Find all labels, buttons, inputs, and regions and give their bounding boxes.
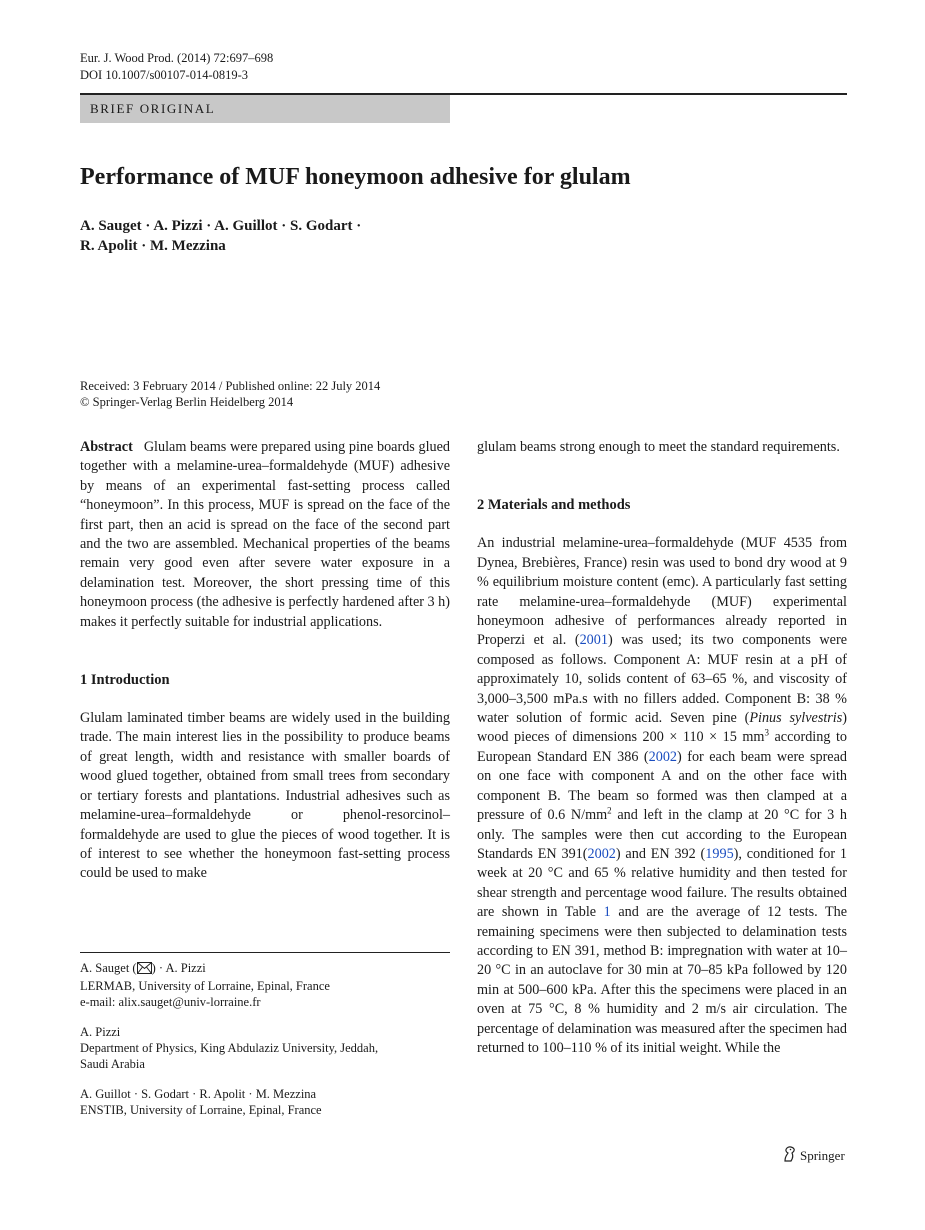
affiliation-2: A. Pizzi Department of Physics, King Abdulaziz University, Jeddah, Saudi Arabia [80, 1025, 379, 1071]
section-label: BRIEF ORIGINAL [90, 101, 216, 116]
abstract-label: Abstract [80, 439, 133, 455]
section-band [80, 95, 450, 123]
author-email[interactable]: e-mail: alix.sauget@univ-lorraine.fr [80, 995, 261, 1009]
journal-header [80, 50, 273, 84]
section-heading-methods: 2 Materials and methods [477, 497, 631, 514]
citation-link-properzi[interactable]: 2001 [579, 632, 608, 649]
intro-continuation: glulam beams strong enough to meet the standard requirements. [477, 439, 840, 455]
citation-link-en386[interactable]: 2002 [648, 748, 678, 765]
citation-link-en391[interactable]: 2002 [587, 845, 616, 862]
publication-dates [80, 378, 380, 410]
authors-line-2: R. Apolit · M. Mezzina [80, 238, 226, 254]
species-name: Pinus sylvestris [749, 710, 843, 727]
authors-line-1: A. Sauget · A. Pizzi · A. Guillot · S. Godart · [80, 218, 362, 234]
author-affiliations [80, 960, 460, 1132]
affiliation-1: A. Sauget ( ) · A. Pizzi LERMAB, University of Lorraine, Epinal, France e-mail: alix.sauget@univ-lorraine.fr [80, 961, 330, 1009]
journal-citation: Eur. J. Wood Prod. (2014) 72:697–698 [80, 51, 274, 65]
footnote-rule [80, 952, 450, 953]
affiliation-3: A. Guillot · S. Godart · R. Apolit · M. Mezzina ENSTIB, University of Lorraine, Epinal, France [80, 1087, 322, 1117]
received-date: Received: 3 February 2014 / Published online: 22 July 2014 [80, 379, 381, 393]
springer-horse-icon [782, 1146, 796, 1166]
right-column [477, 438, 847, 1058]
table-1-link[interactable]: 1 [603, 904, 611, 921]
author-list [80, 216, 361, 256]
citation-link-en392[interactable]: 1995 [705, 845, 734, 862]
abstract [80, 438, 450, 632]
copyright: © Springer-Verlag Berlin Heidelberg 2014 [80, 395, 294, 409]
left-column [80, 438, 450, 884]
envelope-icon [137, 962, 152, 978]
doi: DOI 10.1007/s00107-014-0819-3 [80, 68, 249, 82]
publisher-name: Springer [800, 1148, 845, 1163]
article-title: Performance of MUF honeymoon adhesive for glulam [80, 164, 631, 190]
introduction-text: Glulam laminated timber beams are widely used in the building trade. The main interest lies in the possibility to produce beams of great length, width and resistance with smaller boards of wood glued together, obtained from small trees from secondary or tertiary forests and plantations. Industrial adhesives such as melamine-urea–formaldehyde or phenol-resorcinol–formaldehyde are used to glue the pieces of wood together. It is of interest to see whether the honeymoon fast-setting process could be used to make [80, 710, 450, 882]
abstract-text: Glulam beams were prepared using pine boards glued together with a melamine-urea–formaldehyde (MUF) adhesive by means of an experimental fast-setting process called “honeymoon”. In this process, MUF is spread on the face of the first part, then an acid is spread on the face of the second part and the two are assembled. Mechanical properties of the beams remain very good even after severe water exposure in a delamination test. Moreover, the short pressing time of this honeymoon process (the adhesive is perfectly hardened after 3 h) makes it perfectly suitable for industrial applications. [80, 439, 450, 630]
springer-logo [782, 1146, 845, 1166]
section-heading-introduction: 1 Introduction [80, 672, 170, 689]
methods-text: An industrial melamine-urea–formaldehyde (MUF 4535 from Dynea, Brebières, France) resin was used to bond dry wood at 9 % equilibrium moisture content (emc). A particularly fast setting rate melamine-urea–formaldehyde (MUF) experimental honeymoon adhesive of performances already reported in Properzi et al. (2001) was used; its two components were composed as follows. Component A: MUF resin at a pH of approximately 10, solids content of 63–65 %, and viscosity of 3,000–3,500 mPa.s with no fillers added. Component B: 38 % water solution of formic acid. Seven pine (Pinus sylvestris) wood pieces of dimensions 200 × 110 × 15 $mm^3$ according to European Standard EN 386 (2002) for each beam were spread on one face with component A and on the other face with component B. The beam so formed was then clamped at a pressure of 0.6 $N/mm^2$ and left in the clamp at 20 °C for 3 h only. The samples were then cut according to the European Standards EN 391(2002) and EN 392 (1995), conditioned for 1 week at 20 °C and 65 % relative humidity and then tested for shear strength and percentage wood failure. The results obtained are shown in Table 1 and are the average of 12 tests. The remaining specimens were then subjected to delamination tests according to EN 391, method B: impregnation with water at 10–20 °C in an autoclave for 30 min at 70–85 kPa followed by 120 min at 500–600 kPa. After this the specimens were placed in an oven at 75 °C, 8 % humidity and 2 m/s air circulation. The percentage of delamination was measured after the specimen had returned to 100–110 % of its initial weight. While the [477, 535, 848, 1056]
